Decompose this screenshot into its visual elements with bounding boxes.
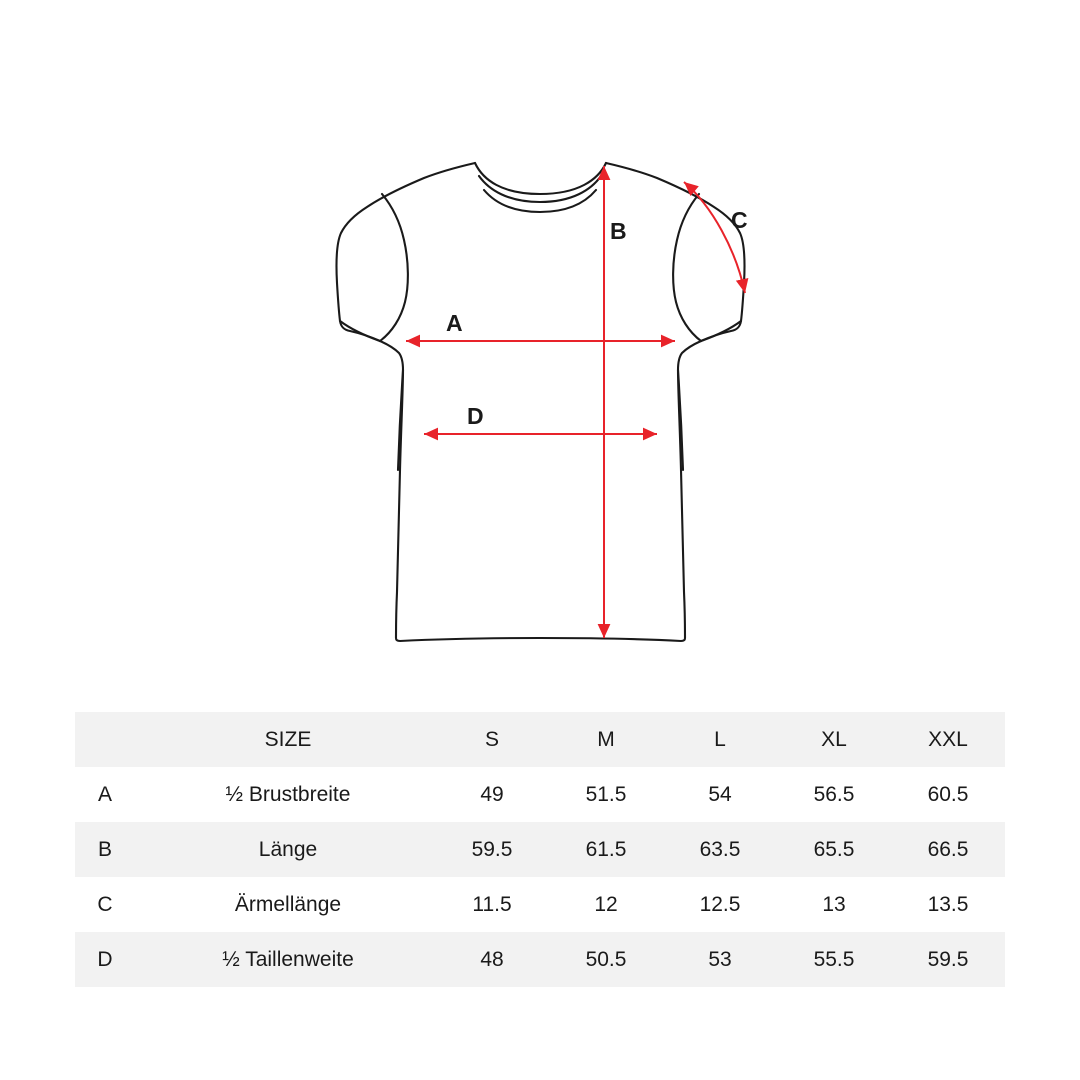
row-label-a: ½ Brustbreite (225, 782, 351, 806)
label-b: B (610, 218, 627, 244)
row-a-value-s: 49 (480, 782, 504, 806)
row-c-value-s: 11.5 (472, 892, 512, 916)
row-key-c: C (97, 892, 113, 916)
row-b-value-xxl: 66.5 (927, 837, 969, 861)
header-size-m: M (597, 727, 615, 751)
row-label-b: Länge (258, 837, 318, 861)
row-d-value-s: 48 (480, 947, 504, 971)
row-a-value-xxl: 60.5 (927, 782, 969, 806)
header-size-label: SIZE (264, 727, 312, 751)
row-a-value-xl: 56.5 (813, 782, 855, 806)
row-d-value-xxl: 59.5 (927, 947, 969, 971)
row-b-value-l: 63.5 (699, 837, 741, 861)
row-a-value-m: 51.5 (585, 782, 627, 806)
row-a-value-l: 54 (708, 782, 732, 806)
row-c-value-xxl: 13.5 (927, 892, 969, 916)
row-label-d: ½ Taillenweite (222, 947, 354, 971)
row-d-value-l: 53 (708, 947, 732, 971)
header-size-s: S (484, 727, 499, 751)
table-header-row (75, 712, 1005, 767)
row-label-c: Ärmellänge (234, 892, 342, 916)
measure-line-c (684, 182, 745, 293)
size-table-container (75, 712, 1005, 987)
row-c-value-l: 12.5 (699, 892, 741, 916)
row-key-b: B (97, 837, 112, 861)
row-key-a: A (97, 782, 112, 806)
measurement-lines (406, 166, 745, 638)
row-key-d: D (97, 947, 113, 971)
measurement-labels (446, 207, 748, 429)
header-size-xxl: XXL (928, 727, 968, 751)
header-size-xl: XL (821, 727, 847, 751)
table-row (75, 822, 1005, 877)
row-c-value-xl: 13 (822, 892, 846, 916)
label-a: A (446, 310, 463, 336)
row-b-value-s: 59.5 (471, 837, 513, 861)
row-b-value-m: 61.5 (585, 837, 627, 861)
table-row (75, 877, 1005, 932)
row-d-value-xl: 55.5 (813, 947, 855, 971)
row-c-value-m: 12 (594, 892, 618, 916)
tshirt-outline (336, 163, 744, 641)
header-key-cell (75, 712, 135, 767)
header-size-l: L (714, 727, 726, 751)
table-row (75, 932, 1005, 987)
table-row (75, 767, 1005, 822)
label-c: C (731, 207, 748, 233)
row-d-value-m: 50.5 (585, 947, 627, 971)
size-table (75, 712, 1005, 987)
label-d: D (467, 403, 484, 429)
row-b-value-xl: 65.5 (813, 837, 855, 861)
